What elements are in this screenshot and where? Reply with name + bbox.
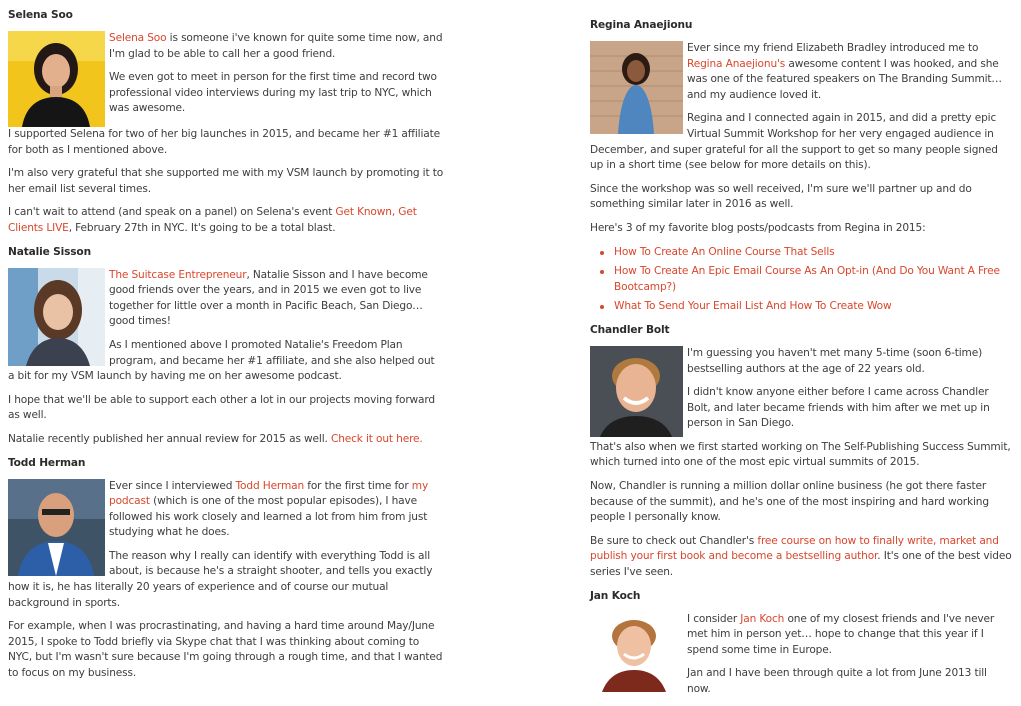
natalie-freedom-plan-paragraph: As I mentioned above I promoted Natalie's Freedom Plan program, and became her #1 affiliate, and she also helped out a bit for my VSM launch by having me on her awesome podcast.	[8, 338, 435, 383]
inline-link[interactable]: Check it out here.	[330, 432, 423, 445]
inline-link[interactable]: free course on how to finally write, market and publish your first book and become a bestselling author	[590, 534, 999, 563]
natalie-portrait-image	[8, 268, 105, 366]
todd-procrastination-paragraph: For example, when I was procrastinating, and having a hard time around May/June 2015, I spoke to Todd briefly via Skype chat that I was thinking about coming to NYC, but I'm wasn't sure because I'm going through a rough time, and that I wanted to focus on my business.	[8, 620, 443, 680]
bullet-icon	[600, 251, 604, 255]
favorite-link-email-list[interactable]: What To Send Your Email List And How To Create Wow	[614, 300, 892, 313]
natalie-support-paragraph: I hope that we'll be able to support each other a lot in our projects moving forward as well.	[8, 393, 435, 422]
bullet-icon	[600, 305, 604, 309]
list-item[interactable]	[614, 245, 1013, 261]
todd-photo	[8, 479, 105, 576]
inline-link[interactable]: Jan Koch	[740, 612, 785, 625]
jan-history-paragraph: Jan and I have been through quite a lot from June 2013 till now.	[687, 667, 987, 695]
selena-event-paragraph: I can't wait to attend (and speak on a panel) on Selena's event Get Known, Get Clients LIVE, February 27th in NYC. It's going to be a total blast.	[8, 206, 417, 234]
regina-portrait-image	[590, 41, 683, 134]
favorite-link-email-course[interactable]: How To Create An Epic Email Course As An Opt-in (And Do You Want A Free Bootcamp?)	[614, 265, 1000, 293]
chandler-meeting-paragraph: I didn't know anyone either before I came across Chandler Bolt, and later became friends with him after we met up in person in San Diego.	[687, 386, 990, 430]
todd-heading: Todd Herman	[8, 456, 86, 469]
jan-heading: Jan Koch	[590, 589, 641, 602]
chandler-heading: Chandler Bolt	[590, 323, 670, 336]
chandler-summit-paragraph: That's also when we first started working on The Self-Publishing Success Summit, which turned into one of the most epic virtual summits of 2015.	[590, 440, 1011, 469]
regina-intro-paragraph: Ever since my friend Elizabeth Bradley introduced me to Regina Anaejionu's awesome content I was hooked, and she was one of the featured speakers on The Branding Summit… and my audience loved it.	[687, 42, 1002, 101]
chandler-business-paragraph: Now, Chandler is running a million dollar online business (he got there faster because of the summit), and he's one of the most inspiring and hard working people I personally know.	[590, 480, 989, 524]
jan-intro-paragraph: I consider Jan Koch one of my closest friends and I've never met him in person yet… hope to change that this year if I spend some time in Europe.	[687, 612, 995, 656]
regina-workshop-paragraph: Regina and I connected again in 2015, and did a pretty epic Virtual Summit Workshop for her very engaged audience in December, and super grateful for all the support to get so many people signed up in a short time (see below for more details on this).	[590, 112, 998, 172]
selena-intro-paragraph: Selena Soo is someone i've known for quite some time now, and I'm glad to be able to call her a good friend.	[109, 32, 443, 60]
inline-link[interactable]: Get Known, Get Clients LIVE	[8, 206, 417, 234]
natalie-photo	[8, 268, 105, 366]
inline-link[interactable]: Todd Herman	[235, 479, 305, 492]
inline-link[interactable]: Selena Soo	[109, 32, 167, 44]
list-item[interactable]	[614, 264, 1013, 295]
selena-launch-paragraph: I supported Selena for two of her big launches in 2015, and became her #1 affiliate for both as I mentioned above.	[8, 128, 440, 156]
inline-link[interactable]: The Suitcase Entrepreneur	[109, 268, 247, 281]
right-column	[590, 0, 1013, 706]
selena-heading: Selena Soo	[8, 9, 73, 21]
jan-portrait-image	[590, 612, 683, 692]
favorite-link-online-course[interactable]: How To Create An Online Course That Sells	[614, 245, 835, 258]
regina-partner-paragraph: Since the workshop was so well received, I'm sure we'll partner up and do something similar later in 2016 as well.	[590, 182, 972, 211]
chandler-intro-paragraph: I'm guessing you haven't met many 5-time (soon 6-time) bestselling authors at the age of 22 years old.	[687, 346, 983, 375]
list-item[interactable]	[614, 299, 1013, 315]
inline-link[interactable]: Regina Anaejionu's	[687, 57, 786, 70]
natalie-review-paragraph: Natalie recently published her annual review for 2015 as well. Check it out here.	[8, 432, 423, 445]
chandler-photo	[590, 346, 683, 437]
selena-vsm-paragraph: I'm also very grateful that she supported me with my VSM launch by promoting it to her email list several times.	[8, 167, 444, 195]
natalie-intro-paragraph: The Suitcase Entrepreneur, Natalie Sisson and I have become good friends over the years, and in 2015 we even got to live together for little over a month in Pacific Beach, San Diego… good times!	[109, 268, 428, 328]
regina-favorites-list	[590, 245, 1013, 315]
inline-link[interactable]: my podcast	[109, 479, 429, 508]
selena-meeting-paragraph: We even got to meet in person for the first time and record two professional video interviews during my last trip to NYC, which was awesome.	[109, 71, 437, 115]
jan-photo	[590, 612, 683, 692]
selena-photo	[8, 31, 105, 127]
todd-identify-paragraph: The reason why I really can identify with everything Todd is all about, is because he's a straight shooter, and tells you exactly how it is, he has literally 20 years of experience and of course our mutual background in sports.	[8, 549, 433, 609]
regina-photo	[590, 41, 683, 134]
regina-heading: Regina Anaejionu	[590, 19, 693, 31]
selena-portrait-image	[8, 31, 105, 127]
bullet-icon	[600, 270, 604, 274]
todd-intro-paragraph: Ever since I interviewed Todd Herman for the first time for my podcast (which is one of the most popular episodes), I have followed his work closely and learned a lot from him from just studying what he does.	[109, 479, 429, 539]
chandler-course-paragraph: Be sure to check out Chandler's free course on how to finally write, market and publish your first book and become a bestselling author. It's one of the best video series I've seen.	[590, 534, 1012, 579]
left-column	[8, 0, 444, 690]
todd-portrait-image	[8, 479, 105, 576]
regina-favorites-intro: Here's 3 of my favorite blog posts/podcasts from Regina in 2015:	[590, 221, 926, 234]
natalie-heading: Natalie Sisson	[8, 245, 91, 258]
chandler-portrait-image	[590, 346, 683, 437]
